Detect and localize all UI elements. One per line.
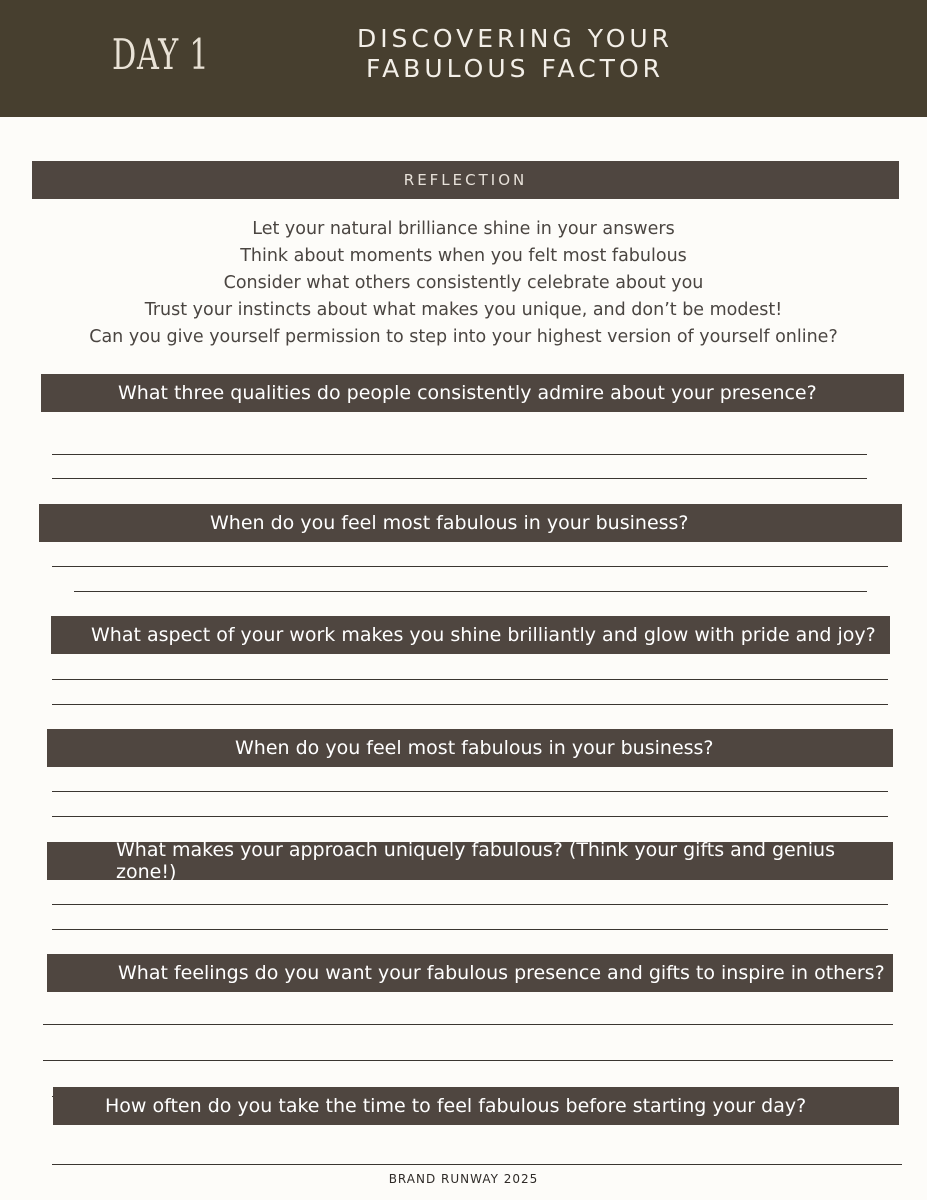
answer-line[interactable] (52, 679, 888, 680)
question-bar-7: How often do you take the time to feel fabulous before starting your day? (53, 1087, 899, 1125)
answer-line[interactable] (52, 929, 888, 930)
answer-line[interactable] (52, 566, 888, 567)
answer-line[interactable] (52, 816, 888, 817)
question-bar-2: When do you feel most fabulous in your business? (39, 504, 902, 542)
question-bar-4: When do you feel most fabulous in your business? (47, 729, 893, 767)
answer-line[interactable] (52, 791, 888, 792)
question-bar-3: What aspect of your work makes you shine brilliantly and glow with pride and joy? (51, 616, 890, 654)
answer-line[interactable] (74, 591, 867, 592)
intro-text (0, 216, 927, 351)
answer-line[interactable] (43, 1024, 893, 1025)
intro-line: Think about moments when you felt most fabulous (240, 246, 687, 266)
question-bar-1: What three qualities do people consistently admire about your presence? (41, 374, 904, 412)
intro-line: Trust your instincts about what makes you unique, and don’t be modest! (144, 300, 783, 320)
intro-line: Let your natural brilliance shine in your answers (252, 219, 675, 239)
intro-line: Consider what others consistently celebrate about you (223, 273, 704, 293)
answer-line[interactable] (52, 904, 888, 905)
answer-line[interactable] (43, 1060, 893, 1061)
page-title (300, 24, 730, 84)
answer-line[interactable] (52, 454, 867, 455)
day-label: DAY 1 (112, 30, 210, 79)
question-bar-5: What makes your approach uniquely fabulous? (Think your gifts and genius zone!) (47, 842, 893, 880)
question-bar-6: What feelings do you want your fabulous presence and gifts to inspire in others? (47, 954, 893, 992)
intro-line: Can you give yourself permission to step into your highest version of yourself online? (89, 327, 838, 347)
answer-line[interactable] (52, 478, 867, 479)
footer-text: BRAND RUNWAY 2025 (388, 1172, 539, 1186)
answer-line[interactable] (52, 1164, 902, 1165)
section-heading-reflection: REFLECTION (32, 161, 899, 199)
title-line-1: DISCOVERING YOUR (356, 24, 674, 53)
answer-line[interactable] (52, 704, 888, 705)
title-line-2: FABULOUS FACTOR (366, 54, 664, 83)
page-header (0, 0, 927, 117)
